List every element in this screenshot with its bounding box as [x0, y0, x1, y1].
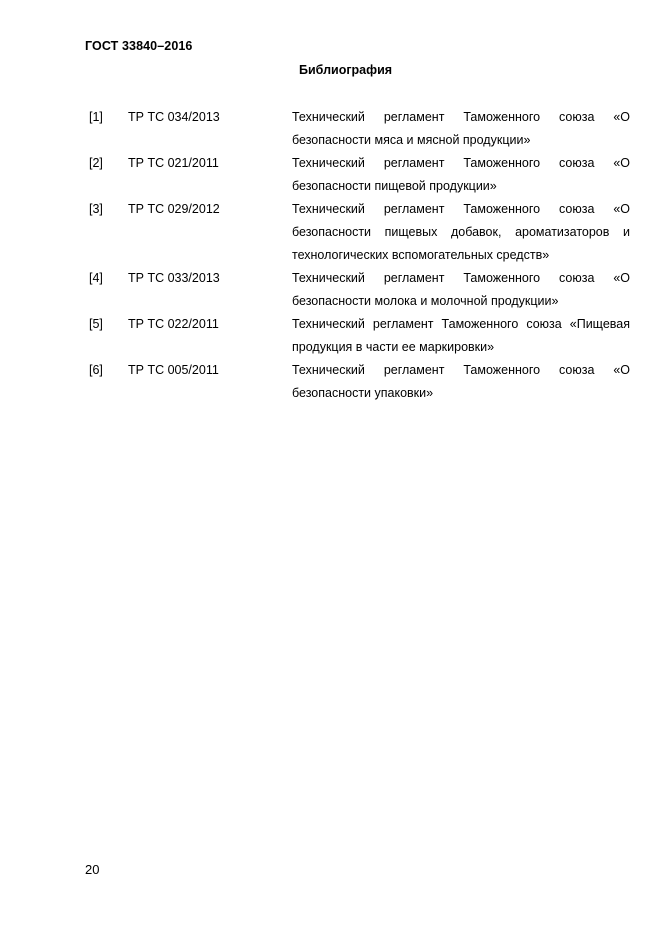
reference-description: Технический регламент Таможенного союза «О безопасности упаковки» — [292, 363, 630, 400]
reference-code: ТР ТС 029/2012 — [128, 202, 220, 216]
bibliography-list — [89, 106, 630, 405]
reference-code: ТР ТС 034/2013 — [128, 110, 220, 124]
reference-description: Технический регламент Таможенного союза «О безопасности мяса и мясной продукции» — [292, 110, 630, 147]
reference-code: ТР ТС 033/2013 — [128, 271, 220, 285]
bibliography-item — [89, 152, 630, 198]
reference-description: Технический регламент Таможенного союза «О безопасности молока и молочной продукции» — [292, 271, 630, 308]
bibliography-item — [89, 198, 630, 267]
page-number: 20 — [85, 862, 100, 877]
reference-number: [4] — [89, 271, 103, 285]
reference-number: [2] — [89, 156, 103, 170]
reference-code: ТР ТС 005/2011 — [128, 363, 219, 377]
reference-description: Технический регламент Таможенного союза «О безопасности пищевых добавок, ароматизаторов и технологических вспомогательных средств» — [292, 202, 630, 262]
bibliography-item — [89, 106, 630, 152]
reference-description: Технический регламент Таможенного союза «Пищевая продукция в части ее маркировки» — [292, 317, 630, 354]
reference-code: ТР ТС 021/2011 — [128, 156, 219, 170]
reference-number: [6] — [89, 363, 103, 377]
reference-description: Технический регламент Таможенного союза «О безопасности пищевой продукции» — [292, 156, 630, 193]
document-code: ГОСТ 33840–2016 — [85, 39, 193, 53]
reference-code: ТР ТС 022/2011 — [128, 317, 219, 331]
reference-number: [3] — [89, 202, 103, 216]
bibliography-item — [89, 359, 630, 405]
reference-number: [1] — [89, 110, 103, 124]
bibliography-item — [89, 313, 630, 359]
section-title: Библиография — [299, 63, 393, 77]
bibliography-item — [89, 267, 630, 313]
reference-number: [5] — [89, 317, 103, 331]
